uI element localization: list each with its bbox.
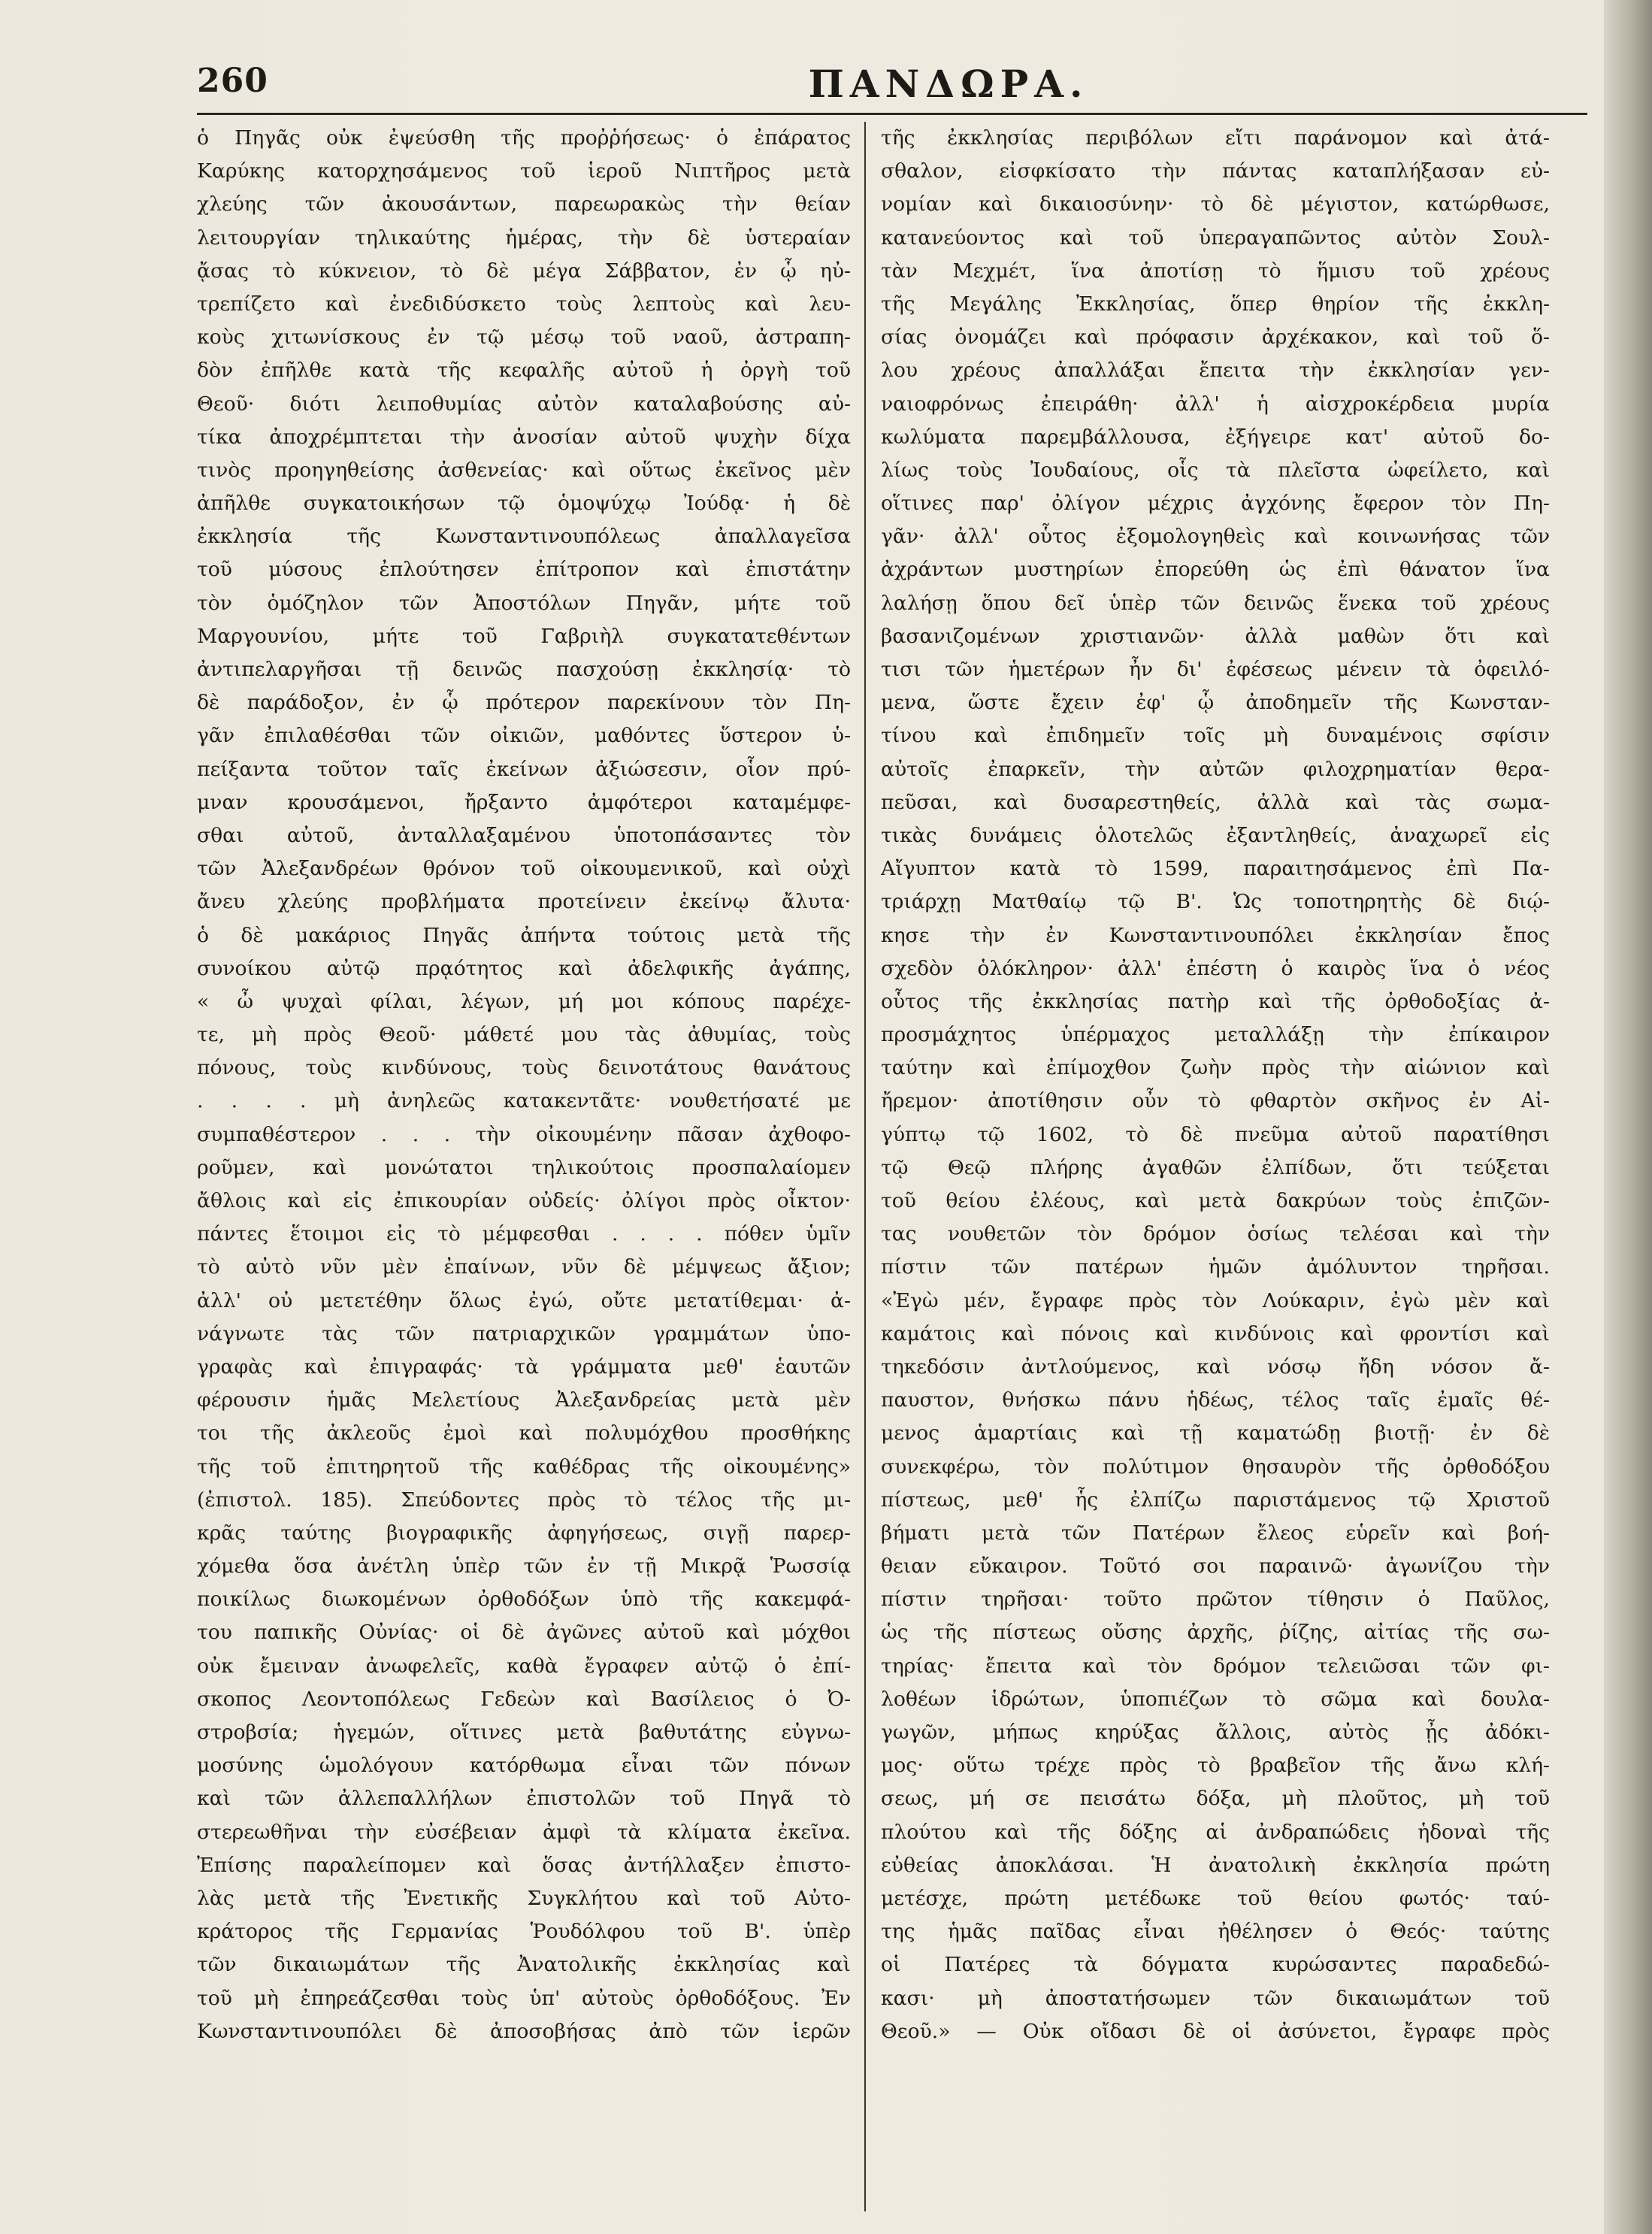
text-line: δὸν ἐπῆλθε κατὰ τῆς κεφαλῆς αὐτοῦ ἡ ὀργὴ τοῦ: [197, 359, 851, 383]
text-line: πάντες ἕτοιμοι εἰς τὸ μέμφεσθαι . . . . πόθεν ὑμῖν: [197, 1222, 851, 1246]
text-line: τισι τῶν ἡμετέρων ἦν δι' ἐφέσεως μένειν τὰ ὀφειλό-: [881, 658, 1550, 681]
text-line: μναν κρουσάμενοι, ἤρξαντο ἀμφότεροι καταμέμφε-: [197, 790, 851, 814]
text-line: ροῦμεν, καὶ μονώτατοι τηλικούτοις προσπαλαίομεν: [197, 1155, 851, 1179]
text-line: πλούτου καὶ τῆς δόξης αἱ ἀνδραπώδεις ἡδοναὶ τῆς: [881, 1820, 1550, 1844]
text-line: σεως, μή σε πεισάτω δόξα, μὴ πλοῦτος, μὴ τοῦ: [881, 1787, 1550, 1811]
text-line: τῆς ἐκκλησίας περιβόλων εἴτι παράνομον καὶ ἀτά-: [881, 126, 1550, 150]
text-line: τῆς Μεγάλης Ἐκκλησίας, ὅπερ θηρίον τῆς ἐκκλη-: [881, 292, 1550, 316]
text-line: Μαργουνίου, μήτε τοῦ Γαβριὴλ συγκατατεθέντων: [197, 624, 851, 648]
text-line: ταύτην καὶ ἐπίμοχθον ζωὴν πρὸς τὴν αἰώνιον καὶ: [881, 1056, 1550, 1080]
text-line: καμάτοις καὶ πόνοις καὶ κινδύνοις καὶ φροντίσι καὶ: [881, 1321, 1550, 1346]
text-line: μενος ἁμαρτίαις καὶ τῇ καματώδῃ βιοτῇ· ἐν δὲ: [881, 1421, 1550, 1445]
text-line: μοσύνης ὡμολόγουν κατόρθωμα εἶναι τῶν πόνων: [197, 1754, 851, 1778]
text-line: συνοίκου αὐτῷ πρᾳότητος καὶ ἀδελφικῆς ἀγάπης,: [197, 956, 851, 980]
text-line: τικὰς δυνάμεις ὁλοτελῶς ἐξαντληθείς, ἀναχωρεῖ εἰς: [881, 823, 1550, 847]
text-line: πίστεως, μεθ' ἧς ἐλπίζω παριστάμενος τῷ Χριστοῦ: [881, 1488, 1550, 1512]
text-line: οἱ Πατέρες τὰ δόγματα κυρώσαντες παραδεδώ-: [881, 1953, 1550, 1977]
text-line: τας νουθετῶν τὸν δρόμον ὁσίως τελέσαι καὶ τὴν: [881, 1222, 1550, 1246]
text-line: (ἐπιστολ. 185). Σπεύδοντες πρὸς τὸ τέλος τῆς μι-: [197, 1488, 851, 1512]
text-line: βασανιζομένων χριστιανῶν· ἀλλὰ μαθὼν ὅτι καὶ: [881, 624, 1550, 648]
text-line: ὁ Πηγᾶς οὐκ ἐψεύσθη τῆς προῤῥήσεως· ὁ ἐπάρατος: [197, 126, 851, 150]
text-line: Κωνσταντινουπόλει δὲ ἀποσοβήσας ἀπὸ τῶν ἱερῶν: [197, 2019, 851, 2043]
text-line: πεῦσαι, καὶ δυσαρεστηθείς, ἀλλὰ καὶ τὰς σωμα-: [881, 790, 1550, 814]
text-line: τριάρχῃ Ματθαίῳ τῷ Β'. Ὡς τοποτηρητὴς δὲ διῴ-: [881, 890, 1550, 914]
page-header: [197, 62, 1587, 107]
text-line: λαλήσῃ ὅπου δεῖ ὑπὲρ τῶν δεινῶς ἕνεκα τοῦ χρέους: [881, 591, 1550, 615]
text-line: χόμεθα ὅσα ἀνέτλη ὑπὲρ τῶν ἐν τῇ Μικρᾷ Ῥωσσίᾳ: [197, 1554, 851, 1579]
text-line: λὰς μετὰ τῆς Ἐνετικῆς Συγκλήτου καὶ τοῦ Αὐτο-: [197, 1886, 851, 1910]
text-line: αὐτοῖς ἐπαρκεῖν, τὴν αὐτῶν φιλοχρηματίαν θερα-: [881, 757, 1550, 781]
text-line: τοι τῆς ἀκλεοῦς ἐμοὶ καὶ πολυμόχθου προσθήκης: [197, 1421, 851, 1445]
text-line: λοθέων ἱδρώτων, ὑποπιέζων τὸ σῶμα καὶ δουλα-: [881, 1687, 1550, 1711]
text-line: ἄνευ χλεύης προβλήματα προτείνειν ἐκείνῳ ἄλυτα·: [197, 890, 851, 914]
text-line: οὗτος τῆς ἐκκλησίας πατὴρ καὶ τῆς ὀρθοδοξίας ἀ-: [881, 989, 1550, 1013]
text-line: τινὸς προηγηθείσης ἀσθενείας· καὶ οὕτως ἐκεῖνος μὲν: [197, 458, 851, 482]
text-line: λου χρέους ἀπαλλάξαι ἔπειτα τὴν ἐκκλησίαν γεν-: [881, 359, 1550, 383]
text-line: γᾶν ἐπιλαθέσθαι τῶν οἰκιῶν, μαθόντες ὕστερον ὑ-: [197, 724, 851, 748]
text-line: συμπαθέστερον . . . τὴν οἰκουμένην πᾶσαν ἀχθοφο-: [197, 1122, 851, 1146]
text-line: πίστιν τηρῆσαι· τοῦτο πρῶτον τίθησιν ὁ Παῦλος,: [881, 1588, 1550, 1612]
text-line: Θεοῦ.» — Οὐκ οἴδασι δὲ οἱ ἀσύνετοι, ἔγραφε πρὸς: [881, 2019, 1550, 2043]
text-line: κασι· μὴ ἀποστατήσωμεν τῶν δικαιωμάτων τοῦ: [881, 1986, 1550, 2010]
text-line: . . . . μὴ ἀνηλεῶς κατακεντᾶτε· νουθετήσατέ με: [197, 1089, 851, 1113]
text-line: ᾄσας τὸ κύκνειον, τὸ δὲ μέγα Σάββατον, ἐν ᾧ ηὐ-: [197, 259, 851, 283]
text-line: ἤρεμον· ἀποτίθησιν οὖν τὸ φθαρτὸν σκῆνος ἐν Αἰ-: [881, 1089, 1550, 1113]
text-line: τὰν Μεχμέτ, ἵνα ἀποτίσῃ τὸ ἥμισυ τοῦ χρέους: [881, 259, 1550, 283]
text-line: τῶν Ἀλεξανδρέων θρόνον τοῦ οἰκουμενικοῦ, καὶ οὐχὶ: [197, 857, 851, 881]
text-line: σκοπος Λεοντοπόλεως Γεδεὼν καὶ Βασίλειος ὁ Ὀ-: [197, 1687, 851, 1711]
text-line: τίκα ἀποχρέμπτεται τὴν ἀνοσίαν αὐτοῦ ψυχὴν δίχα: [197, 425, 851, 449]
text-line: τῶν δικαιωμάτων τῆς Ἀνατολικῆς ἐκκλησίας καὶ: [197, 1953, 851, 1977]
text-line: προσμάχητος ὑπέρμαχος μεταλλάξῃ τὴν ἐπίκαιρον: [881, 1023, 1550, 1047]
text-line: οὐκ ἔμειναν ἀνωφελεῖς, καθὰ ἔγραφεν αὐτῷ ὁ ἐπί-: [197, 1654, 851, 1678]
text-line: νομίαν καὶ δικαιοσύνην· τὸ δὲ μέγιστον, κατώρθωσε,: [881, 192, 1550, 216]
text-line: παυστον, θνήσκω πάνυ ἡδέως, τέλος ταῖς ἐμαῖς θέ-: [881, 1388, 1550, 1412]
text-line: γᾶν· ἀλλ' οὗτος ἐξομολογηθεὶς καὶ κοινωνήσας τῶν: [881, 525, 1550, 549]
text-line: θειαν εὔκαιρον. Τοῦτό σοι παραινῶ· ἀγωνίζου τὴν: [881, 1554, 1550, 1579]
text-line: κωλύματα παρεμβάλλουσα, ἐξήγειρε κατ' αὐτοῦ δο-: [881, 425, 1550, 449]
text-line: ἀντιπελαργῆσαι τῇ δεινῶς πασχούσῃ ἐκκλησίᾳ· τὸ: [197, 658, 851, 681]
text-line: «Ἐγὼ μέν, ἔγραφε πρὸς τὸν Λούκαριν, ἐγὼ μὲν καὶ: [881, 1288, 1550, 1312]
book-spine-shadow: [1604, 0, 1652, 2234]
text-line: τηκεδόσιν ἀντλούμενος, καὶ νόσῳ ἤδη νόσον ἄ-: [881, 1355, 1550, 1379]
text-line: λειτουργίαν τηλικαύτης ἡμέρας, τὴν δὲ ὑστεραίαν: [197, 226, 851, 250]
text-line: κατανεύοντος καὶ τοῦ ὑπεραγαπῶντος αὐτὸν Σουλ-: [881, 226, 1550, 250]
text-line: γραφὰς καὶ ἐπιγραφάς· τὰ γράμματα μεθ' ἑαυτῶν: [197, 1355, 851, 1379]
text-line: τὸν ὁμόζηλον τῶν Ἀποστόλων Πηγᾶν, μήτε τοῦ: [197, 591, 851, 615]
text-line: ἀπῆλθε συγκατοικήσων τῷ ὁμοψύχῳ Ἰούδᾳ· ἡ δὲ: [197, 492, 851, 516]
text-line: πόνους, τοὺς κινδύνους, τοὺς δεινοτάτους θανάτους: [197, 1056, 851, 1080]
column-divider: [864, 122, 866, 2211]
text-line: ὁ δὲ μακάριος Πηγᾶς ἀπήντα τούτοις μετὰ τῆς: [197, 923, 851, 947]
text-line: ἀλλ' οὐ μετετέθην ὅλως ἐγώ, οὔτε μετατίθεμαι· ἀ-: [197, 1288, 851, 1312]
text-line: σχεδὸν ὁλόκληρον· ἀλλ' ἐπέστη ὁ καιρὸς ἵνα ὁ νέος: [881, 956, 1550, 980]
text-line: Θεοῦ· διότι λειποθυμίας αὐτὸν καταλαβούσης αὐ-: [197, 392, 851, 416]
text-line: τηρίας· ἔπειτα καὶ τὸν δρόμον τελειῶσαι τῶν φι-: [881, 1654, 1550, 1678]
page-number: 260: [197, 62, 268, 100]
text-line: γύπτῳ τῷ 1602, τὸ δὲ πνεῦμα αὐτοῦ παρατίθησι: [881, 1122, 1550, 1146]
text-line: οἵτινες παρ' ὀλίγον μέχρις ἀγχόνης ἔφερον τὸν Πη-: [881, 492, 1550, 516]
text-line: « ὦ ψυχαὶ φίλαι, λέγων, μή μοι κόπους παρέχε-: [197, 989, 851, 1013]
text-line: ἄθλοις καὶ εἰς ἐπικουρίαν οὐδείς· ὀλίγοι πρὸς οἶκτον·: [197, 1189, 851, 1212]
text-line: της ἡμᾶς παῖδας εἶναι ἠθέλησεν ὁ Θεός· ταύτης: [881, 1920, 1550, 1944]
text-line: κοὺς χιτωνίσκους ἐν τῷ μέσῳ τοῦ ναοῦ, ἀστραπη-: [197, 325, 851, 350]
text-line: ἐκκλησία τῆς Κωνσταντινουπόλεως ἀπαλλαγεῖσα: [197, 525, 851, 549]
text-line: βήματι μετὰ τῶν Πατέρων ἔλεος εὑρεῖν καὶ βοή-: [881, 1521, 1550, 1545]
text-line: τρεπίζετο καὶ ἐνεδιδύσκετο τοὺς λεπτοὺς καὶ λευ-: [197, 292, 851, 316]
text-line: χλεύης τῶν ἀκουσάντων, παρεωρακὼς τὴν θείαν: [197, 192, 851, 216]
text-line: τῆς τοῦ ἐπιτηρητοῦ τῆς καθέδρας τῆς οἰκουμένης»: [197, 1455, 851, 1479]
text-line: ναιοφρόνως ἐπειράθη· ἀλλ' ἡ αἰσχροκέρδεια μυρία: [881, 392, 1550, 416]
text-line: σθαλον, εἰσφκίσατο τὴν πάντας καταπλήξασαν εὐ-: [881, 159, 1550, 183]
text-line: μος· οὕτω τρέχε πρὸς τὸ βραβεῖον τῆς ἄνω κλή-: [881, 1754, 1550, 1778]
text-line: Ἐπίσης παραλείπομεν καὶ ὅσας ἀντήλλαξεν ἐπιστο-: [197, 1853, 851, 1877]
text-line: τε, μὴ πρὸς Θεοῦ· μάθετέ μου τὰς ἀθυμίας, τοὺς: [197, 1023, 851, 1047]
text-line: Καρύκης κατορχησάμενος τοῦ ἱεροῦ Νιπτῆρος μετὰ: [197, 159, 851, 183]
text-line: τοῦ μύσους ἐπλούτησεν ἐπίτροπον καὶ ἐπιστάτην: [197, 558, 851, 582]
text-line: στροβσία; ἡγεμών, οἵτινες μετὰ βαθυτάτης εὐγνω-: [197, 1721, 851, 1744]
text-line: του παπικῆς Οὐνίας· οἱ δὲ ἀγῶνες αὐτοῦ καὶ μόχθοι: [197, 1621, 851, 1645]
text-line: σθαι αὐτοῦ, ἀνταλλαξαμένου ὑποτοπάσαντες τὸν: [197, 823, 851, 847]
text-line: ὡς τῆς πίστεως οὔσης ἀρχῆς, ῥίζης, αἰτίας τῆς σω-: [881, 1621, 1550, 1645]
text-line: καὶ τῶν ἀλλεπαλλήλων ἐπιστολῶν τοῦ Πηγᾶ τὸ: [197, 1787, 851, 1811]
text-line: κράτορος τῆς Γερμανίας Ῥουδόλφου τοῦ Β'. ὑπὲρ: [197, 1920, 851, 1944]
text-line: συνεκφέρω, τὸν πολύτιμον θησαυρὸν τῆς ὀρθοδόξου: [881, 1455, 1550, 1479]
text-line: σίας ὀνομάζει καὶ πρόφασιν ἀρχέκακον, καὶ τοῦ ὅ-: [881, 325, 1550, 350]
text-line: στερεωθῆναι τὴν εὐσέβειαν ἀμφὶ τὰ κλίματα ἐκεῖνα.: [197, 1820, 851, 1844]
running-head: ΠΑΝΔΩΡΑ.: [808, 62, 1089, 106]
text-line: τῷ Θεῷ πλήρης ἀγαθῶν ἐλπίδων, ὅτι τεύξεται: [881, 1155, 1550, 1179]
text-line: φέρουσιν ἡμᾶς Μελετίους Ἀλεξανδρείας μετὰ μὲν: [197, 1388, 851, 1412]
text-line: κησε τὴν ἐν Κωνσταντινουπόλει ἐκκλησίαν ἔπος: [881, 923, 1550, 947]
text-line: τὸ αὐτὸ νῦν μὲν ἐπαίνων, νῦν δὲ μέμψεως ἄξιον;: [197, 1255, 851, 1279]
text-line: πίστιν τῶν πατέρων ἡμῶν ἀμόλυντον τηρῆσαι.: [881, 1255, 1550, 1279]
text-line: πείξαντα τοῦτον ταῖς ἐκείνων ἀξιώσεσιν, οἷον πρύ-: [197, 757, 851, 781]
text-line: Αἴγυπτον κατὰ τὸ 1599, παραιτησάμενος ἐπὶ Πα-: [881, 857, 1550, 881]
text-line: εὐθείας ἀποκλάσαι. Ἡ ἀνατολικὴ ἐκκλησία πρώτη: [881, 1853, 1550, 1877]
left-column: [197, 122, 851, 2219]
text-line: μενα, ὥστε ἔχειν ἐφ' ᾧ ἀποδημεῖν τῆς Κωνσταν-: [881, 691, 1550, 715]
text-line: μετέσχε, πρώτη μετέδωκε τοῦ θείου φωτός· ταύ-: [881, 1886, 1550, 1910]
text-line: δὲ παράδοξον, ἐν ᾧ πρότερον παρεκίνουν τὸν Πη-: [197, 691, 851, 715]
text-line: κρᾶς ταύτης βιογραφικῆς ἀφηγήσεως, σιγῇ παρερ-: [197, 1521, 851, 1545]
text-line: τίνου καὶ ἐπιδημεῖν τοῖς μὴ δυναμένοις σφίσιν: [881, 724, 1550, 748]
text-line: ποικίλως διωκομένων ὀρθοδόξων ὑπὸ τῆς κακεμφά-: [197, 1588, 851, 1612]
header-rule: [197, 113, 1587, 115]
text-line: τοῦ μὴ ἐπηρεάζεσθαι τοὺς ὑπ' αὐτοὺς ὀρθοδόξους. Ἐν: [197, 1986, 851, 2010]
right-column: [881, 122, 1550, 2219]
text-line: λίως τοὺς Ἰουδαίους, οἷς τὰ πλεῖστα ὠφείλετο, καὶ: [881, 458, 1550, 482]
text-line: νάγνωτε τὰς τῶν πατριαρχικῶν γραμμάτων ὑπο-: [197, 1321, 851, 1346]
text-line: γωγῶν, μήπως κηρύξας ἄλλοις, αὐτὸς ᾖς ἀδόκι-: [881, 1721, 1550, 1744]
text-line: τοῦ θείου ἐλέους, καὶ μετὰ δακρύων τοὺς ἐπιζῶν-: [881, 1189, 1550, 1212]
text-line: ἀχράντων μυστηρίων ἐπορεύθη ὡς ἐπὶ θάνατον ἵνα: [881, 558, 1550, 582]
